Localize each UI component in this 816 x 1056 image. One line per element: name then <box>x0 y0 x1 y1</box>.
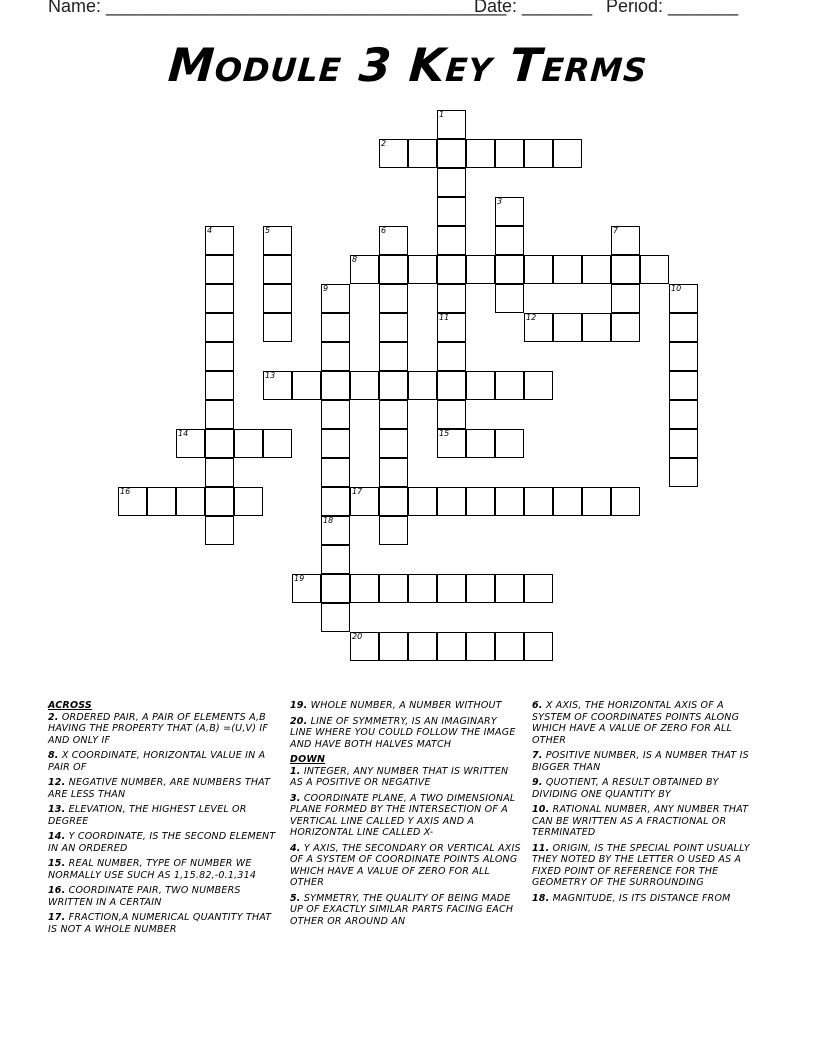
clue-number-label: 20 <box>352 632 363 641</box>
crossword-cell[interactable] <box>379 574 408 603</box>
date-field[interactable]: Date: _______ <box>474 0 593 16</box>
crossword-cell[interactable] <box>408 371 437 400</box>
clue-number-label: 6 <box>381 226 387 235</box>
clue-text: ORDERED PAIR, A PAIR OF ELEMENTS A,B HAVING THE PROPERTY THAT (A,B) =(U,V) IF AND ONLY IF <box>48 711 269 746</box>
page-title: Module 3 Key Terms <box>166 38 650 92</box>
crossword-cell[interactable] <box>379 139 408 168</box>
crossword-cell[interactable] <box>234 487 263 516</box>
crossword-cell[interactable] <box>524 255 553 284</box>
clue-number: 19. <box>290 700 308 711</box>
crossword-cell[interactable] <box>466 574 495 603</box>
clue-item <box>48 831 280 854</box>
clue-text: ORIGIN, IS THE SPECIAL POINT USUALLY THEY NOTED BY THE LETTER O USED AS A FIXED POINT OF REFERENCE FOR THE GEOMETRY OF THE SURROUNDING <box>532 842 750 888</box>
crossword-cell[interactable] <box>205 429 234 458</box>
crossword-cell[interactable] <box>437 284 466 313</box>
crossword-cell[interactable] <box>379 400 408 429</box>
clue-number-label: 5 <box>265 226 271 235</box>
clue-item <box>532 804 764 839</box>
clue-number: 3. <box>290 792 301 804</box>
clue-number-label: 4 <box>207 226 213 235</box>
crossword-cell[interactable] <box>321 400 350 429</box>
clue-text: RATIONAL NUMBER, ANY NUMBER THAT CAN BE WRITTEN AS A FRACTIONAL OR TERMINATED <box>532 804 749 838</box>
clue-text: WHOLE NUMBER, A NUMBER WITHOUT <box>307 700 502 711</box>
crossword-cell[interactable] <box>408 487 437 516</box>
crossword-cell[interactable] <box>640 255 669 284</box>
clue-text: SYMMETRY, THE QUALITY OF BEING MADE UP OF EXACTLY SIMILAR PARTS FACING EACH OTHER OR AROUND AN <box>290 892 514 927</box>
crossword-cell[interactable] <box>495 574 524 603</box>
crossword-cell[interactable] <box>321 574 350 603</box>
crossword-cell[interactable] <box>466 139 495 168</box>
clue-number-label: 16 <box>120 487 131 496</box>
clue-number: 15. <box>48 858 66 869</box>
crossword-cell[interactable] <box>205 226 234 255</box>
crossword-cell[interactable] <box>321 429 350 458</box>
clue-number-label: 17 <box>352 487 363 496</box>
crossword-cell[interactable] <box>292 574 321 603</box>
clue-text: NEGATIVE NUMBER, ARE NUMBERS THAT ARE LESS THAN <box>48 777 271 800</box>
clue-text: Y AXIS, THE SECONDARY OR VERTICAL AXIS OF A SYSTEM OF COORDINATE POINTS ALONG WHICH HAVE A VALUE OF ZERO FOR ALL OTHER <box>290 842 521 888</box>
crossword-cell[interactable] <box>524 313 553 342</box>
clue-number: 7. <box>532 750 543 761</box>
clue-column-3 <box>532 700 764 908</box>
clue-number-label: 9 <box>323 284 329 293</box>
crossword-cell[interactable] <box>495 226 524 255</box>
crossword-cell[interactable] <box>611 313 640 342</box>
crossword-cell[interactable] <box>495 371 524 400</box>
crossword-cell[interactable] <box>321 342 350 371</box>
crossword-cell[interactable] <box>437 429 466 458</box>
crossword-cell[interactable] <box>379 516 408 545</box>
crossword-cell[interactable] <box>379 632 408 661</box>
clue-text: LINE OF SYMMETRY, IS AN IMAGINARY LINE WHERE YOU COULD FOLLOW THE IMAGE AND HAVE BOTH HALVES MATCH <box>290 715 516 750</box>
crossword-cell[interactable] <box>495 255 524 284</box>
clue-item <box>532 777 764 800</box>
clue-text: X COORDINATE, HORIZONTAL VALUE IN A PAIR OF <box>48 750 266 773</box>
crossword-cell[interactable] <box>524 632 553 661</box>
clue-item <box>532 893 764 905</box>
clue-text: REAL NUMBER, TYPE OF NUMBER WE NORMALLY USE SUCH AS 1,15.82,-0.1,314 <box>48 858 257 881</box>
crossword-cell[interactable] <box>234 429 263 458</box>
clue-number: 12. <box>48 777 66 788</box>
crossword-cell[interactable] <box>524 371 553 400</box>
clue-item <box>532 750 764 773</box>
crossword-cell[interactable] <box>263 226 292 255</box>
crossword-cell[interactable] <box>495 487 524 516</box>
clue-number-label: 18 <box>323 516 334 525</box>
name-field[interactable]: Name: ________________________________________ <box>48 0 507 16</box>
crossword-cell[interactable] <box>118 487 147 516</box>
crossword-cell[interactable] <box>495 284 524 313</box>
crossword-cell[interactable] <box>292 371 321 400</box>
clue-item <box>290 716 522 751</box>
crossword-cell[interactable] <box>437 400 466 429</box>
crossword-cell[interactable] <box>582 487 611 516</box>
crossword-cell[interactable] <box>553 313 582 342</box>
clue-text: Y COORDINATE, IS THE SECOND ELEMENT IN AN ORDERED <box>48 831 276 854</box>
crossword-cell[interactable] <box>205 458 234 487</box>
clue-number: 6. <box>532 700 543 711</box>
crossword-cell[interactable] <box>437 487 466 516</box>
clue-column-2 <box>290 700 522 931</box>
crossword-cell[interactable] <box>669 342 698 371</box>
clue-number: 4. <box>290 842 301 854</box>
crossword-cell[interactable] <box>350 487 379 516</box>
crossword-cell[interactable] <box>205 313 234 342</box>
crossword-cell[interactable] <box>350 632 379 661</box>
clue-item <box>48 858 280 881</box>
clue-number: 14. <box>48 831 66 842</box>
clue-text: MAGNITUDE, IS ITS DISTANCE FROM <box>549 892 731 904</box>
crossword-cell[interactable] <box>379 342 408 371</box>
clue-number-label: 3 <box>497 197 503 206</box>
crossword-cell[interactable] <box>466 632 495 661</box>
crossword-cell[interactable] <box>408 632 437 661</box>
clue-text: FRACTION,A NUMERICAL QUANTITY THAT IS NOT A WHOLE NUMBER <box>48 912 272 935</box>
clue-number: 5. <box>290 892 301 904</box>
crossword-cell[interactable] <box>263 313 292 342</box>
clue-item <box>48 885 280 908</box>
crossword-cell[interactable] <box>263 371 292 400</box>
crossword-cell[interactable] <box>437 371 466 400</box>
clue-number: 1. <box>290 765 301 777</box>
clue-number: 10. <box>532 804 550 815</box>
crossword-cell[interactable] <box>176 429 205 458</box>
clue-number: 17. <box>48 912 66 923</box>
clue-number-label: 10 <box>671 284 682 293</box>
crossword-cell[interactable] <box>263 255 292 284</box>
crossword-cell[interactable] <box>321 284 350 313</box>
clue-column-1 <box>48 700 280 939</box>
clue-item <box>290 700 522 712</box>
crossword-cell[interactable] <box>379 429 408 458</box>
crossword-cell[interactable] <box>495 429 524 458</box>
clue-item <box>48 712 280 747</box>
crossword-cell[interactable] <box>524 139 553 168</box>
crossword-cell[interactable] <box>437 255 466 284</box>
crossword-cell[interactable] <box>205 371 234 400</box>
clue-number: 9. <box>532 777 543 788</box>
clue-number-label: 15 <box>439 429 450 438</box>
crossword-cell[interactable] <box>205 516 234 545</box>
clue-text: X AXIS, THE HORIZONTAL AXIS OF A SYSTEM OF COORDINATES POINTS ALONG WHICH HAVE A VALUE OF ZERO FOR ALL OTHER <box>532 700 740 746</box>
crossword-cell[interactable] <box>176 487 205 516</box>
crossword-cell[interactable] <box>495 139 524 168</box>
clue-text: ELEVATION, THE HIGHEST LEVEL OR DEGREE <box>48 804 247 827</box>
crossword-cell[interactable] <box>466 371 495 400</box>
crossword-cell[interactable] <box>205 487 234 516</box>
clue-number-label: 8 <box>352 255 358 264</box>
crossword-cell[interactable] <box>466 429 495 458</box>
clue-item <box>48 912 280 935</box>
crossword-cell[interactable] <box>350 574 379 603</box>
crossword-cell[interactable] <box>408 139 437 168</box>
clue-number-label: 12 <box>526 313 537 322</box>
clue-number: 2. <box>48 711 59 723</box>
clue-item <box>290 793 522 839</box>
crossword-cell[interactable] <box>408 255 437 284</box>
clue-number: 8. <box>48 750 59 761</box>
clue-item <box>290 893 522 928</box>
crossword-cell[interactable] <box>437 226 466 255</box>
crossword-cell[interactable] <box>495 197 524 226</box>
clue-item <box>48 777 280 800</box>
clue-text: POSITIVE NUMBER, IS A NUMBER THAT IS BIGGER THAN <box>532 750 749 773</box>
crossword-cell[interactable] <box>611 284 640 313</box>
student-info-header <box>48 0 748 22</box>
crossword-cell[interactable] <box>379 226 408 255</box>
clue-number-label: 19 <box>294 574 305 583</box>
crossword-cell[interactable] <box>321 545 350 574</box>
crossword-cell[interactable] <box>611 226 640 255</box>
crossword-cell[interactable] <box>437 313 466 342</box>
crossword-cell[interactable] <box>669 429 698 458</box>
crossword-cell[interactable] <box>205 342 234 371</box>
crossword-cell[interactable] <box>263 284 292 313</box>
crossword-cell[interactable] <box>669 371 698 400</box>
crossword-cell[interactable] <box>205 284 234 313</box>
clue-item <box>532 843 764 889</box>
crossword-cell[interactable] <box>379 458 408 487</box>
clue-text: INTEGER, ANY NUMBER THAT IS WRITTEN AS A POSITIVE OR NEGATIVE <box>290 765 509 788</box>
crossword-cell[interactable] <box>466 255 495 284</box>
clue-number-label: 13 <box>265 371 276 380</box>
clue-number: 16. <box>48 885 66 896</box>
crossword-cell[interactable] <box>379 313 408 342</box>
crossword-cell[interactable] <box>379 255 408 284</box>
crossword-cell[interactable] <box>611 255 640 284</box>
clue-section-heading: DOWN <box>290 754 326 765</box>
clue-number: 20. <box>290 715 308 727</box>
clue-item <box>48 750 280 773</box>
clue-number-label: 7 <box>613 226 619 235</box>
crossword-cell[interactable] <box>437 574 466 603</box>
clue-number: 11. <box>532 842 550 854</box>
clue-section-heading: ACROSS <box>48 700 92 711</box>
crossword-cell[interactable] <box>669 284 698 313</box>
crossword-cell[interactable] <box>524 487 553 516</box>
crossword-cell[interactable] <box>147 487 176 516</box>
crossword-cell[interactable] <box>582 313 611 342</box>
crossword-cell[interactable] <box>379 371 408 400</box>
crossword-cell[interactable] <box>553 139 582 168</box>
crossword-cell[interactable] <box>437 139 466 168</box>
crossword-cell[interactable] <box>321 371 350 400</box>
crossword-cell[interactable] <box>495 632 524 661</box>
clue-item <box>290 843 522 889</box>
clue-number-label: 1 <box>439 110 445 119</box>
clue-item <box>290 766 522 789</box>
crossword-cell[interactable] <box>582 255 611 284</box>
crossword-cell[interactable] <box>437 342 466 371</box>
clue-item <box>48 804 280 827</box>
crossword-cell[interactable] <box>437 632 466 661</box>
crossword-cell[interactable] <box>408 574 437 603</box>
crossword-cell[interactable] <box>321 487 350 516</box>
crossword-cell[interactable] <box>669 458 698 487</box>
crossword-cell[interactable] <box>350 371 379 400</box>
crossword-cell[interactable] <box>553 487 582 516</box>
crossword-cell[interactable] <box>669 400 698 429</box>
clue-number-label: 14 <box>178 429 189 438</box>
clue-text: COORDINATE PLANE, A TWO DIMENSIONAL PLANE FORMED BY THE INTERSECTION OF A VERTICAL LINE CALLED Y AXIS AND A HORIZONTAL LINE CALLED X- <box>290 792 516 838</box>
crossword-cell[interactable] <box>263 429 292 458</box>
crossword-cell[interactable] <box>437 197 466 226</box>
crossword-cell[interactable] <box>524 574 553 603</box>
crossword-cell[interactable] <box>321 458 350 487</box>
crossword-cell[interactable] <box>379 284 408 313</box>
crossword-cell[interactable] <box>205 255 234 284</box>
clue-number-label: 11 <box>439 313 450 322</box>
crossword-cell[interactable] <box>321 516 350 545</box>
crossword-cell[interactable] <box>553 255 582 284</box>
crossword-cell[interactable] <box>321 313 350 342</box>
crossword-cell[interactable] <box>205 400 234 429</box>
clue-text: COORDINATE PAIR, TWO NUMBERS WRITTEN IN A CERTAIN <box>48 885 241 908</box>
period-field[interactable]: Period: _______ <box>606 0 739 16</box>
crossword-cell[interactable] <box>669 313 698 342</box>
clue-number: 13. <box>48 804 66 815</box>
crossword-cell[interactable] <box>611 487 640 516</box>
crossword-cell[interactable] <box>350 255 379 284</box>
crossword-cell[interactable] <box>437 110 466 139</box>
clue-text: QUOTIENT, A RESULT OBTAINED BY DIVIDING ONE QUANTITY BY <box>532 777 719 800</box>
crossword-cell[interactable] <box>379 487 408 516</box>
clue-number-label: 2 <box>381 139 387 148</box>
crossword-cell[interactable] <box>321 603 350 632</box>
crossword-cell[interactable] <box>466 487 495 516</box>
clue-item <box>532 700 764 746</box>
clue-number: 18. <box>532 892 550 904</box>
crossword-cell[interactable] <box>437 168 466 197</box>
